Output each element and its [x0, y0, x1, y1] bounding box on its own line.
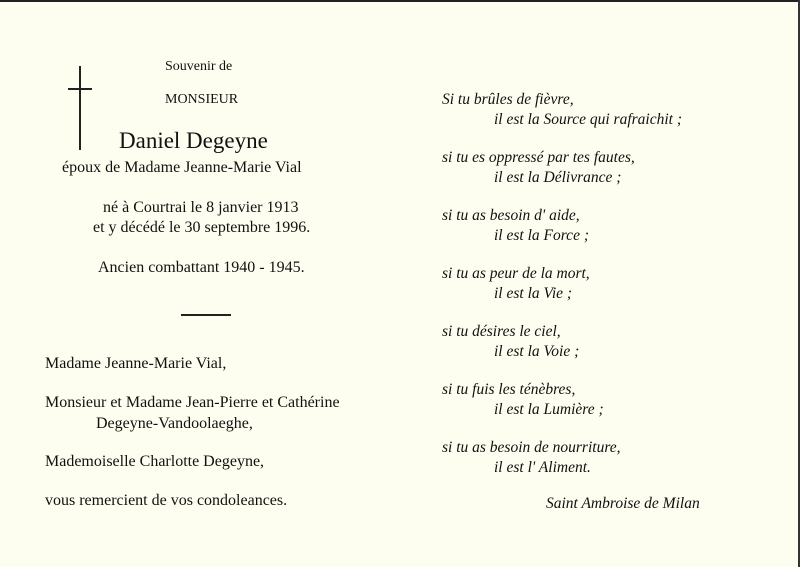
thanks-line: vous remercient de vos condoleances.: [45, 492, 288, 509]
cross-horizontal: [68, 88, 92, 90]
poem-line: si tu désires le ciel,: [442, 323, 561, 340]
divider: [181, 314, 231, 316]
spouse-line: époux de Madame Jeanne-Marie Vial: [62, 159, 302, 176]
family-line: Monsieur et Madame Jean-Pierre et Cathérine: [45, 394, 340, 411]
poem-line: il est la Source qui rafraichit ;: [494, 111, 682, 128]
family-line: Degeyne-Vandoolaeghe,: [96, 415, 253, 432]
top-edge: [0, 0, 800, 2]
poem-line: si tu es oppressé par tes fautes,: [442, 149, 635, 166]
poem-line: il est la Force ;: [494, 227, 589, 244]
veteran-line: Ancien combattant 1940 - 1945.: [98, 259, 305, 276]
honorific: MONSIEUR: [165, 92, 239, 107]
cross-vertical: [79, 66, 81, 150]
souvenir-text: Souvenir de: [165, 59, 233, 74]
poem-line: si tu fuis les ténèbres,: [442, 381, 576, 398]
death-line: et y décédé le 30 septembre 1996.: [93, 219, 311, 236]
poem-line: il est l' Aliment.: [494, 459, 591, 476]
poem-line: il est la Voie ;: [494, 343, 580, 360]
poem-line: si tu as besoin de nourriture,: [442, 439, 621, 456]
poem-line: si tu as besoin d' aide,: [442, 207, 580, 224]
poem-line: Si tu brûles de fièvre,: [442, 91, 574, 108]
poem-line: il est la Lumière ;: [494, 401, 604, 418]
birth-line: né à Courtrai le 8 janvier 1913: [103, 199, 299, 216]
family-line: Madame Jeanne-Marie Vial,: [45, 355, 227, 372]
family-line: Mademoiselle Charlotte Degeyne,: [45, 453, 265, 470]
poem-line: il est la Vie ;: [494, 285, 573, 302]
deceased-name: Daniel Degeyne: [119, 128, 268, 153]
poem-attribution: Saint Ambroise de Milan: [546, 495, 700, 512]
poem-line: il est la Délivrance ;: [494, 169, 622, 186]
poem-line: si tu as peur de la mort,: [442, 265, 590, 282]
